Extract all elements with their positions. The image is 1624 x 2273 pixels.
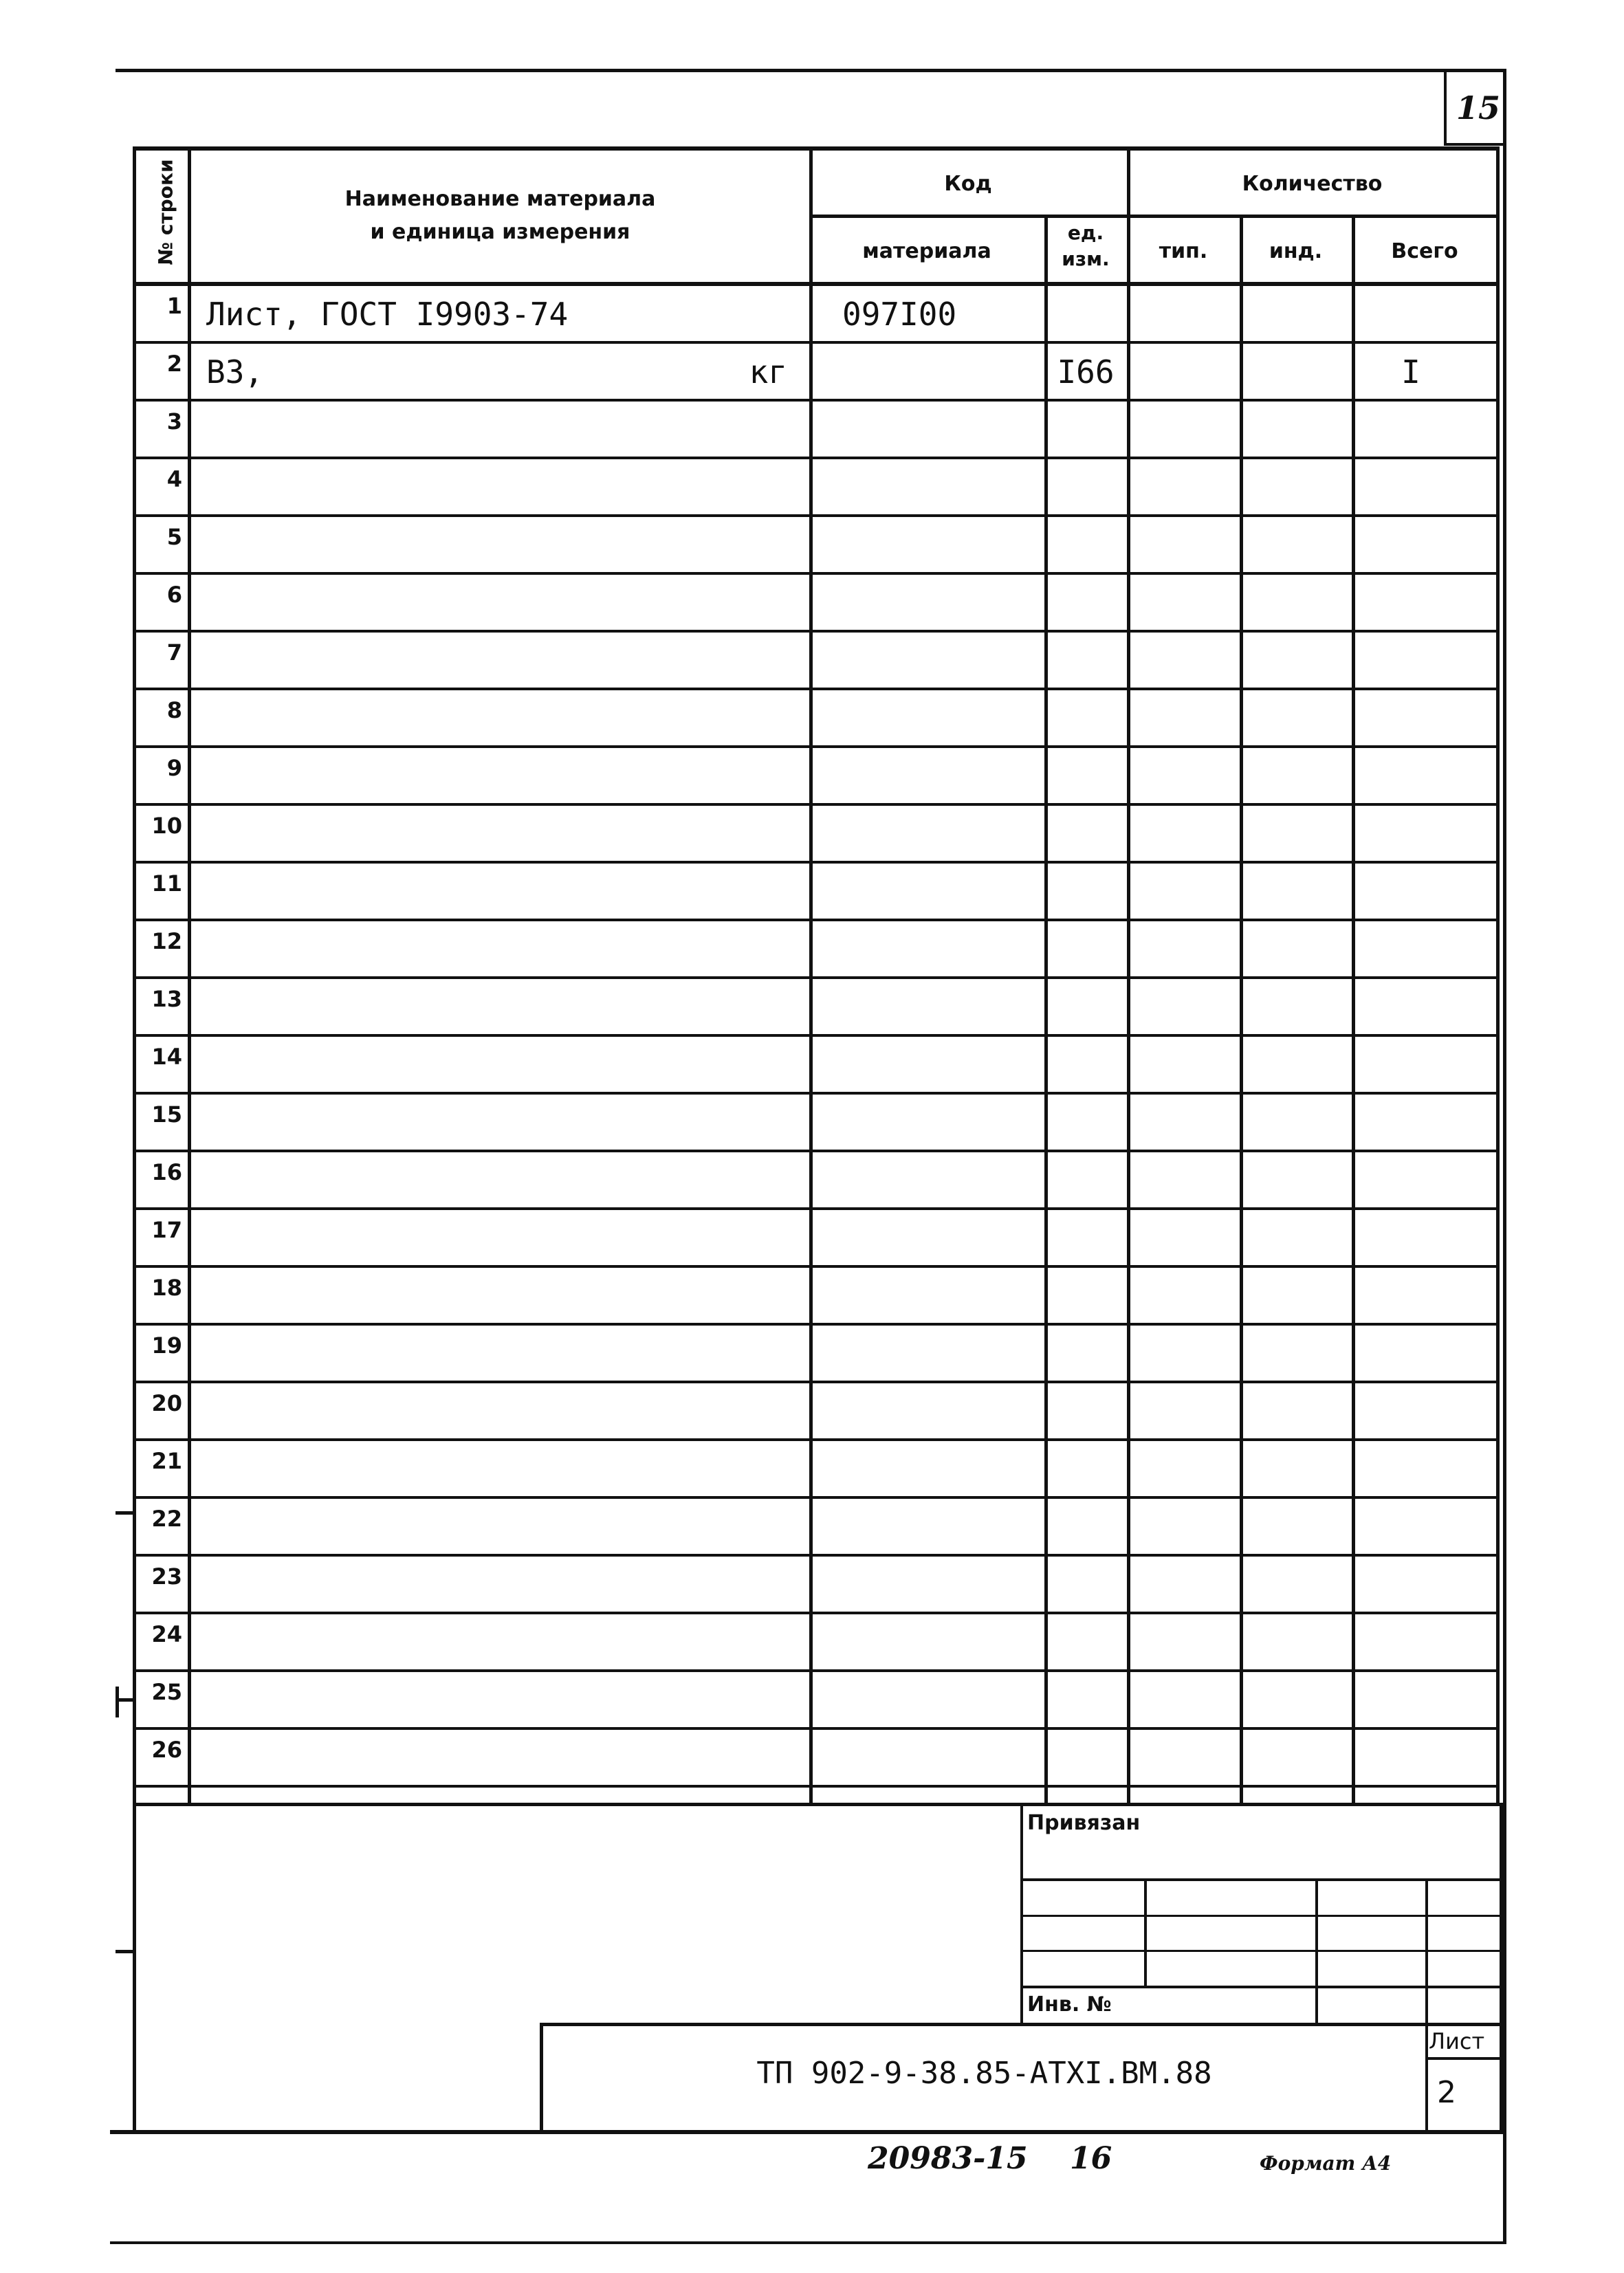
format-label: Формат А4 <box>1260 2152 1392 2175</box>
ind-header: инд. <box>1269 239 1323 263</box>
row-number: 22 <box>151 1506 182 1532</box>
stamp-left-line <box>133 1803 136 2133</box>
row-number: 9 <box>166 755 182 781</box>
col-line-num <box>188 146 191 1806</box>
margin-tick-3 <box>116 1950 135 1953</box>
row-number: 4 <box>166 466 182 492</box>
row-number: 3 <box>166 408 182 435</box>
row-number: 14 <box>151 1044 182 1070</box>
row-number: 21 <box>151 1448 182 1474</box>
stamp-bottom-line <box>110 2130 1503 2134</box>
col-line-right <box>1496 146 1500 1806</box>
col-line-left <box>133 146 136 1806</box>
typ-header: тип. <box>1159 239 1208 263</box>
row-number: 5 <box>166 524 182 550</box>
row-number: 17 <box>151 1217 182 1243</box>
name-header-line1: Наименование материала <box>344 187 656 211</box>
row-unit: кг <box>749 353 787 391</box>
attached-vline-2 <box>1315 1878 1318 2024</box>
material-header: материала <box>862 239 991 263</box>
name-header-line2: и единица измерения <box>370 220 630 244</box>
sheet-label: Лист <box>1429 2028 1485 2054</box>
total-header: Всего <box>1391 239 1458 263</box>
col-line-ind <box>1352 215 1355 1806</box>
table-top-line <box>133 146 1497 151</box>
margin-tick-1 <box>116 1511 135 1515</box>
attached-vline-3 <box>1425 1878 1428 2133</box>
row-number: 25 <box>151 1679 182 1705</box>
col-line-name <box>809 146 813 1806</box>
attached-vline-1 <box>1144 1878 1147 1987</box>
handwritten-code: 20983-15 <box>868 2141 1028 2176</box>
row-number: 8 <box>166 697 182 723</box>
row-number: 20 <box>151 1390 182 1416</box>
row-number: 23 <box>151 1563 182 1590</box>
col-line-unit <box>1127 146 1130 1806</box>
row-number: 1 <box>166 293 182 319</box>
row-number: 2 <box>166 351 182 377</box>
col-line-mat <box>1044 215 1048 1806</box>
unit-header-line2: изм. <box>1062 248 1110 270</box>
row-number: 15 <box>151 1101 182 1128</box>
row-number: 16 <box>151 1159 182 1185</box>
handwritten-page: 16 <box>1070 2141 1112 2176</box>
row-number: 24 <box>151 1621 182 1647</box>
header-sub-line <box>809 215 1497 218</box>
row-unit-code: I66 <box>1057 353 1115 391</box>
row-number: 18 <box>151 1275 182 1301</box>
doc-box-top <box>540 2023 1500 2026</box>
sheet-number: 2 <box>1437 2075 1456 2110</box>
row-material-code: 097I00 <box>842 296 957 333</box>
col-line-typ <box>1240 215 1243 1806</box>
row-number: 11 <box>151 870 182 897</box>
attached-box-left <box>1020 1803 1023 2024</box>
margin-tick-4 <box>116 1687 119 1717</box>
row-name: Лист, ГОСТ I9903-74 <box>206 296 569 333</box>
document-code: ТП 902-9-38.85-АТХI.ВМ.88 <box>756 2056 1212 2091</box>
row-number: 13 <box>151 986 182 1012</box>
stamp-right-line <box>1500 1803 1503 2133</box>
row-number: 19 <box>151 1332 182 1359</box>
row-total: I <box>1401 353 1420 391</box>
attached-label: Привязан <box>1027 1811 1141 1835</box>
row-no-header-label: № строки <box>154 159 177 265</box>
row-number: 26 <box>151 1737 182 1763</box>
sheet-box-mid <box>1425 2057 1500 2060</box>
row-number: 10 <box>151 813 182 839</box>
code-header: Код <box>944 172 992 196</box>
unit-header-line1: ед. <box>1067 221 1104 244</box>
stamp-top-line <box>133 1803 1503 1806</box>
row-divider <box>133 1785 1497 1788</box>
row-number: 7 <box>166 639 182 666</box>
sheet-corner-number: 15 <box>1456 89 1501 127</box>
row-number: 12 <box>151 928 182 954</box>
inv-label: Инв. № <box>1027 1992 1112 2017</box>
row-name: В3, <box>206 353 264 391</box>
quantity-header: Количество <box>1242 172 1383 196</box>
row-number: 6 <box>166 582 182 608</box>
